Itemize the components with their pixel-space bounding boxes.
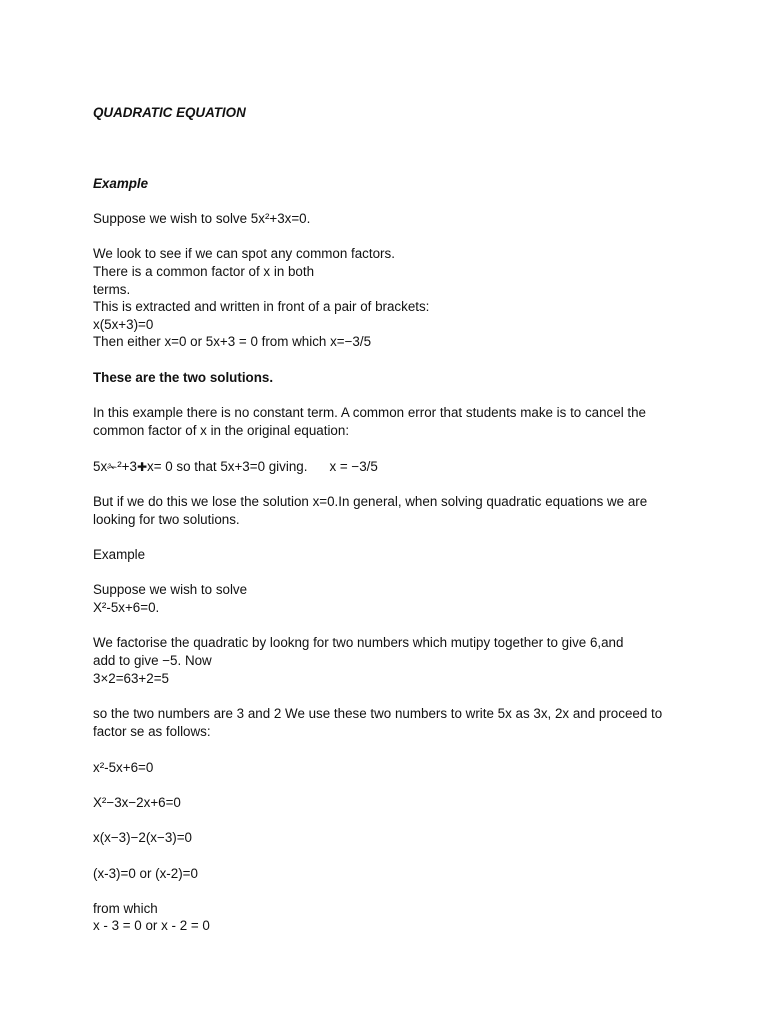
scissors-icon: ✁: [107, 460, 118, 474]
paragraph-line: Then either x=0 or 5x+3 = 0 from which x=−3/5: [93, 334, 372, 349]
equation-result: x = −3/5: [329, 459, 378, 474]
equation-line: x(x−3)−2(x−3)=0: [93, 830, 192, 845]
paragraph-line: This is extracted and written in front of a pair of brackets:: [93, 299, 430, 314]
equation-line: X²−3x−2x+6=0: [93, 795, 181, 810]
equation-line: X²-5x+6=0.: [93, 600, 160, 615]
equation-line: (x-3)=0 or (x-2)=0: [93, 866, 198, 881]
paragraph-line: We factorise the quadratic by lookng for two numbers which mutipy together to give 6,and: [93, 635, 624, 650]
equation-line: 3×2=63+2=5: [93, 671, 169, 686]
equation-line: x²-5x+6=0: [93, 760, 154, 775]
equation-part: ²+3: [117, 459, 137, 474]
paragraph: But if we do this we lose the solution x=0.In general, when solving quadratic equations we are looking for two solutions.: [93, 494, 648, 527]
paragraph-line: add to give −5. Now: [93, 653, 212, 668]
equation-line: x(5x+3)=0: [93, 317, 154, 332]
paragraph-line: Suppose we wish to solve 5x²+3x=0.: [93, 211, 311, 226]
equation-line: x - 3 = 0 or x - 2 = 0: [93, 918, 210, 933]
paragraph: so the two numbers are 3 and 2 We use these two numbers to write 5x as 3x, 2x and proceed to factor se as follows:: [93, 706, 663, 739]
example-heading: Example: [93, 176, 149, 191]
paragraph: In this example there is no constant term. A common error that students make is to cancel the common factor of x in the original equation:: [93, 405, 647, 438]
equation-part: 5x: [93, 459, 108, 474]
paragraph-line: We look to see if we can spot any common factors.: [93, 246, 395, 261]
equation-part: x= 0 so that 5x+3=0 giving.: [147, 459, 308, 474]
paragraph-line: There is a common factor of x in both: [93, 264, 315, 279]
solutions-statement: These are the two solutions.: [93, 370, 274, 385]
paragraph-line: from which: [93, 901, 158, 916]
document-title: QUADRATIC EQUATION: [93, 105, 246, 120]
example-heading: Example: [93, 547, 146, 562]
paragraph-line: terms.: [93, 282, 131, 297]
equation-line: [93, 458, 378, 476]
cross-icon: ✚: [136, 460, 148, 474]
paragraph-line: Suppose we wish to solve: [93, 582, 248, 597]
